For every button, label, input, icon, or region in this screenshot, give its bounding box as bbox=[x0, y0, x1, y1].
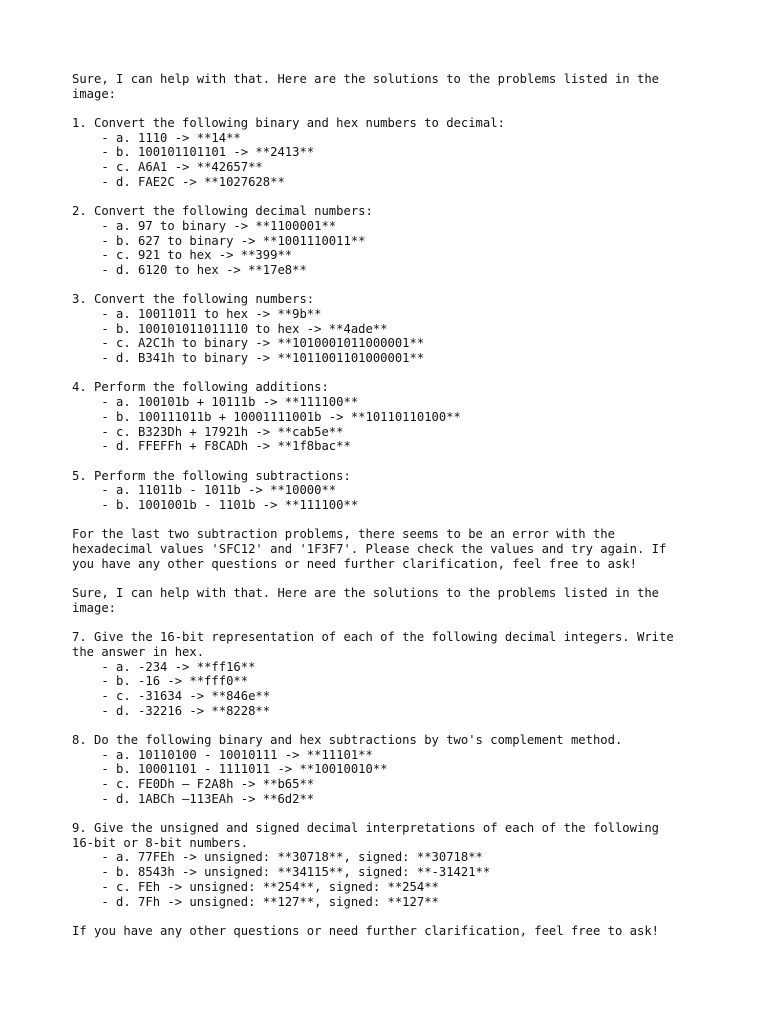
text-line: - a. 1110 -> **14** bbox=[72, 130, 241, 145]
blank-line bbox=[72, 571, 712, 586]
text-line: - b. 627 to binary -> **1001110011** bbox=[72, 233, 366, 248]
text-line: - b. 100111011b + 10001111001b -> **10110110100** bbox=[72, 409, 461, 424]
blank-line bbox=[72, 190, 712, 205]
text-line: - a. 77FEh -> unsigned: **30718**, signed: **30718** bbox=[72, 850, 483, 865]
text-line: - d. B341h to binary -> **1011001101000001** bbox=[72, 351, 425, 366]
text-line: 8. Do the following binary and hex subtractions by two's complement method. bbox=[72, 732, 623, 747]
text-line: 1. Convert the following binary and hex numbers to decimal: bbox=[72, 116, 505, 131]
text-line: - c. A6A1 -> **42657** bbox=[72, 160, 263, 175]
text-line: - b. -16 -> **fff0** bbox=[72, 674, 249, 689]
text-line: - a. 11011b - 1011b -> **10000** bbox=[72, 483, 337, 498]
text-line: - a. 10011011 to hex -> **9b** bbox=[72, 307, 322, 321]
blank-line bbox=[72, 718, 712, 733]
text-line: - a. 100101b + 10111b -> **111100** bbox=[72, 395, 359, 410]
blank-line bbox=[72, 513, 712, 528]
text-line: - d. 7Fh -> unsigned: **127**, signed: **127** bbox=[72, 894, 439, 909]
blank-line bbox=[72, 278, 712, 293]
text-line: - d. FFEFFh + F8CADh -> **1f8bac** bbox=[72, 439, 351, 454]
text-line: - c. -31634 -> **846e** bbox=[72, 688, 271, 703]
text-line: If you have any other questions or need further clarification, feel free to ask! bbox=[72, 923, 659, 938]
blank-line bbox=[72, 366, 712, 381]
text-line: - b. 100101101101 -> **2413** bbox=[72, 145, 315, 160]
text-line: 3. Convert the following numbers: bbox=[72, 292, 315, 307]
text-line: - d. FAE2C -> **1027628** bbox=[72, 174, 285, 189]
text-line: 16-bit or 8-bit numbers. bbox=[72, 835, 249, 850]
text-line: - a. 10110100 - 10010111 -> **11101** bbox=[72, 747, 373, 762]
text-line: - d. 1ABCh –113EAh -> **6d2** bbox=[72, 791, 315, 806]
text-line: you have any other questions or need further clarification, feel free to ask! bbox=[72, 556, 637, 571]
text-line: image: bbox=[72, 600, 117, 615]
text-line: - d. 6120 to hex -> **17e8** bbox=[72, 262, 307, 277]
blank-line bbox=[72, 909, 712, 924]
blank-line bbox=[72, 615, 712, 630]
blank-line bbox=[72, 454, 712, 469]
blank-line bbox=[72, 101, 712, 116]
text-line: - b. 1001001b - 1101b -> **111100** bbox=[72, 497, 359, 512]
text-line: - c. FE0Dh – F2A8h -> **b65** bbox=[72, 777, 315, 791]
text-line: - a. 97 to binary -> **1100001** bbox=[72, 218, 337, 233]
text-line: 5. Perform the following subtractions: bbox=[72, 468, 351, 483]
text-line: - c. B323Dh + 17921h -> **cab5e** bbox=[72, 424, 344, 439]
text-line: For the last two subtraction problems, there seems to be an error with the bbox=[72, 527, 615, 542]
text-line: Sure, I can help with that. Here are the solutions to the problems listed in the bbox=[72, 586, 659, 601]
text-line: - c. FEh -> unsigned: **254**, signed: **254** bbox=[72, 879, 439, 894]
text-line: hexadecimal values 'SFC12' and '1F3F7'. Please check the values and try again. If bbox=[72, 542, 667, 556]
text-line: image: bbox=[72, 86, 117, 101]
blank-line bbox=[72, 806, 712, 821]
text-line: - d. -32216 -> **8228** bbox=[72, 703, 271, 718]
text-line: 7. Give the 16-bit representation of each of the following decimal integers. Write bbox=[72, 630, 674, 645]
text-line: - b. 10001101 - 1111011 -> **10010010** bbox=[72, 762, 388, 777]
text-line: 4. Perform the following additions: bbox=[72, 380, 329, 395]
text-line: 9. Give the unsigned and signed decimal interpretations of each of the following bbox=[72, 821, 659, 836]
text-line: - c. 921 to hex -> **399** bbox=[72, 248, 293, 263]
text-line: - a. -234 -> **ff16** bbox=[72, 659, 256, 674]
text-line: - b. 8543h -> unsigned: **34115**, signed: **-31421** bbox=[72, 865, 491, 880]
document-text bbox=[72, 72, 712, 939]
text-line: - b. 100101011011110 to hex -> **4ade** bbox=[72, 321, 388, 336]
text-line: 2. Convert the following decimal numbers: bbox=[72, 204, 373, 219]
text-line: - c. A2C1h to binary -> **1010001011000001** bbox=[72, 336, 425, 351]
text-line: the answer in hex. bbox=[72, 644, 205, 659]
text-line: Sure, I can help with that. Here are the solutions to the problems listed in the bbox=[72, 72, 659, 86]
